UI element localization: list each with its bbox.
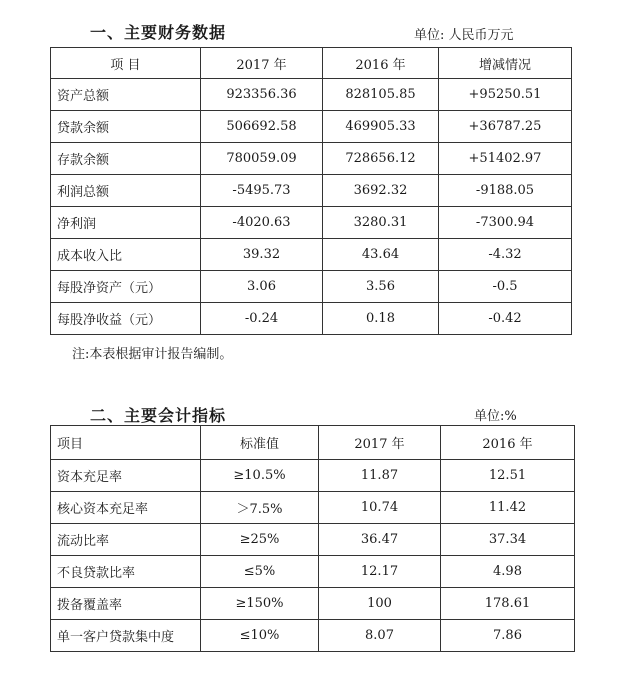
table-row [51, 460, 575, 492]
value-change: +95250.51 [439, 79, 572, 111]
table-note: 注:本表根据审计报告编制。 [72, 347, 233, 362]
financial-data-table [50, 47, 572, 335]
section1-unit: 单位: 人民币万元 [414, 28, 514, 43]
value-2017: 780059.09 [201, 143, 323, 175]
row-label: 资本充足率 [51, 460, 201, 492]
standard-value: ≥150% [201, 588, 319, 620]
header-cell: 2017 年 [319, 426, 441, 460]
value-2016: 469905.33 [323, 111, 439, 143]
header-cell: 标准值 [201, 426, 319, 460]
section2-title: 二、主要会计指标 [90, 406, 227, 425]
row-label: 存款余额 [51, 143, 201, 175]
value-2016: 4.98 [441, 556, 575, 588]
table-row [51, 492, 575, 524]
accounting-indicators-table [50, 425, 575, 652]
table-row [51, 588, 575, 620]
row-label: 核心资本充足率 [51, 492, 201, 524]
value-2016: 12.51 [441, 460, 575, 492]
row-label: 贷款余额 [51, 111, 201, 143]
table-row [51, 303, 572, 335]
value-change: -9188.05 [439, 175, 572, 207]
table-row [51, 111, 572, 143]
value-2017: -5495.73 [201, 175, 323, 207]
value-change: -0.5 [439, 271, 572, 303]
value-2016: 828105.85 [323, 79, 439, 111]
row-label: 净利润 [51, 207, 201, 239]
value-2017: 11.87 [319, 460, 441, 492]
value-2017: 10.74 [319, 492, 441, 524]
standard-value: ≤10% [201, 620, 319, 652]
header-cell: 2016 年 [323, 48, 439, 79]
value-2017: 100 [319, 588, 441, 620]
value-2017: -4020.63 [201, 207, 323, 239]
value-2017: 8.07 [319, 620, 441, 652]
value-2016: 7.86 [441, 620, 575, 652]
header-cell: 增减情况 [439, 48, 572, 79]
row-label: 利润总额 [51, 175, 201, 207]
row-label: 每股净资产（元） [51, 271, 201, 303]
row-label: 成本收入比 [51, 239, 201, 271]
value-2017: 923356.36 [201, 79, 323, 111]
row-label: 不良贷款比率 [51, 556, 201, 588]
row-label: 单一客户贷款集中度 [51, 620, 201, 652]
standard-value: ≥10.5% [201, 460, 319, 492]
header-cell: 项目 [51, 426, 201, 460]
row-label: 资产总额 [51, 79, 201, 111]
table-row [51, 620, 575, 652]
section1-title: 一、主要财务数据 [90, 23, 227, 42]
table-row [51, 143, 572, 175]
value-2016: 3692.32 [323, 175, 439, 207]
table-header-row [51, 48, 572, 79]
value-change: +51402.97 [439, 143, 572, 175]
value-2016: 11.42 [441, 492, 575, 524]
row-label: 拨备覆盖率 [51, 588, 201, 620]
value-2017: 506692.58 [201, 111, 323, 143]
table-row [51, 175, 572, 207]
table-row [51, 271, 572, 303]
value-change: -0.42 [439, 303, 572, 335]
value-2016: 43.64 [323, 239, 439, 271]
table-row [51, 79, 572, 111]
table-row [51, 556, 575, 588]
value-2017: 39.32 [201, 239, 323, 271]
value-2017: 12.17 [319, 556, 441, 588]
value-change: -7300.94 [439, 207, 572, 239]
header-cell: 2016 年 [441, 426, 575, 460]
value-2016: 37.34 [441, 524, 575, 556]
standard-value: ≤5% [201, 556, 319, 588]
value-change: +36787.25 [439, 111, 572, 143]
table-row [51, 524, 575, 556]
value-2016: 3280.31 [323, 207, 439, 239]
header-cell: 项 目 [51, 48, 201, 79]
table-header-row [51, 426, 575, 460]
table-row [51, 207, 572, 239]
row-label: 每股净收益（元） [51, 303, 201, 335]
table-row [51, 239, 572, 271]
value-2016: 728656.12 [323, 143, 439, 175]
standard-value: ＞7.5% [201, 492, 319, 524]
standard-value: ≥25% [201, 524, 319, 556]
value-change: -4.32 [439, 239, 572, 271]
value-2016: 0.18 [323, 303, 439, 335]
value-2017: -0.24 [201, 303, 323, 335]
value-2016: 3.56 [323, 271, 439, 303]
section2-unit: 单位:% [474, 409, 517, 424]
value-2016: 178.61 [441, 588, 575, 620]
value-2017: 36.47 [319, 524, 441, 556]
header-cell: 2017 年 [201, 48, 323, 79]
row-label: 流动比率 [51, 524, 201, 556]
value-2017: 3.06 [201, 271, 323, 303]
